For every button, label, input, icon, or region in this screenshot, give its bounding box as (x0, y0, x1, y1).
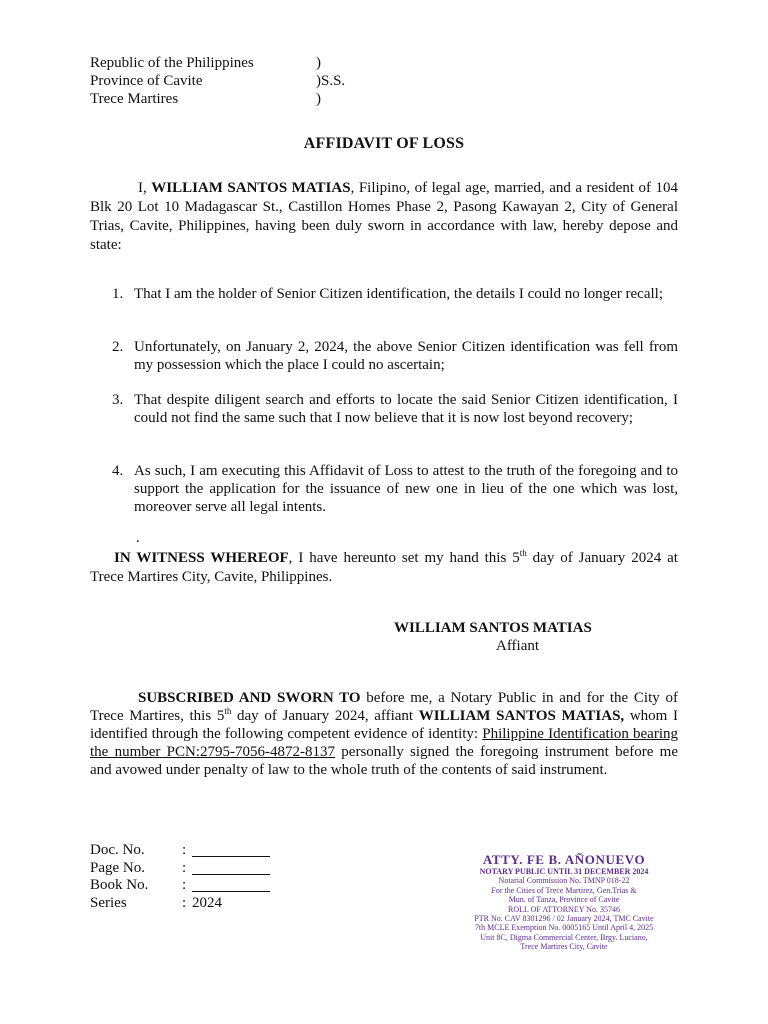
jurat-text: personally signed the foregoing instrument before me and avowed under penalty of law to the whole truth of the contents of said instrument. (90, 744, 679, 778)
notary-commission: Notarial Commission No. TMNP 018-22 (498, 876, 630, 886)
witness-paragraph (90, 549, 678, 587)
item-number: 1. (112, 286, 124, 302)
statement-item (90, 462, 678, 516)
intro-text: , Filipino, of legal age, married, and a resident of 104 Blk 20 Lot 10 Madagascar St., Castillon Homes Phase 2, Pasong Kawayan 2, City of General Trias, Cavite, Philippines, having been duly sworn in accordance with law, hereby depose and state: (90, 180, 678, 253)
doc-colon: : (182, 859, 187, 876)
book-blank-line (192, 877, 270, 892)
venue-ss: )S.S. (316, 73, 346, 89)
venue-bracket: ) (316, 55, 321, 71)
notary-ptr: PTR No. CAV 8301296 / 02 January 2024, TMC Cavite (474, 914, 654, 924)
venue-province: Province of Cavite (90, 73, 203, 89)
statement-item (90, 338, 678, 374)
venue-bracket: ) (316, 91, 321, 107)
notary-validity: NOTARY PUBLIC UNTIL 31 DECEMBER 2024 (479, 867, 649, 876)
witness-text: , I have hereunto set my hand this 5 (288, 550, 520, 566)
venue-block (90, 54, 345, 108)
jurat-text: day of January 2024, affiant (231, 708, 419, 724)
affiant-signature-name: WILLIAM SANTOS MATIAS (394, 620, 592, 636)
series-value: 2024 (192, 894, 222, 911)
doc-row (90, 895, 270, 913)
doc-row (90, 842, 270, 860)
stray-period: . (136, 530, 140, 546)
jurat-paragraph (90, 689, 678, 779)
ordinal-suffix: th (519, 548, 527, 558)
item-text: As such, I am executing this Affidavit of Loss to attest to the truth of the foregoing and to support the application for the issuance of new one in lieu of the one which was lost, moreover serve all legal intents. (134, 463, 678, 515)
doc-row (90, 860, 270, 878)
intro-prefix: I, (138, 180, 152, 196)
jurat-heading: SUBSCRIBED AND SWORN TO (138, 690, 361, 706)
document-register (90, 842, 270, 912)
item-text: That I am the holder of Senior Citizen identification, the details I could no longer recall; (134, 286, 663, 302)
venue-row (90, 72, 345, 90)
statement-item (90, 285, 678, 303)
jurat-text: whom I identified through the following competent evidence of identity: (90, 708, 679, 742)
intro-paragraph (90, 179, 678, 255)
item-number: 4. (112, 463, 124, 479)
affiant-role-label: Affiant (496, 638, 540, 654)
item-text: That despite diligent search and efforts to locate the said Senior Citizen identification, I could not find the same such that I now believe that it is now lost beyond recovery; (134, 392, 678, 426)
jurat-text: before me, a Notary Public in and for the City of Trece Martires, this 5 (90, 690, 678, 724)
item-number: 3. (112, 392, 124, 408)
affiant-name-inline: WILLIAM SANTOS MATIAS (151, 180, 351, 196)
doc-label: Doc. No. (90, 842, 145, 858)
statement-item (90, 391, 678, 427)
witness-heading: IN WITNESS WHEREOF (114, 550, 289, 566)
ordinal-suffix: th (224, 706, 232, 716)
venue-country: Republic of the Philippines (90, 55, 254, 71)
item-number: 2. (112, 339, 124, 355)
notary-name: ATTY. FE B. AÑONUEVO (482, 852, 646, 867)
book-label: Book No. (90, 877, 149, 893)
id-evidence: Philippine Identification bearing the number PCN:2795-7056-4872-8137 (90, 726, 678, 760)
notary-jurisdiction: Mun. of Tanza, Province of Cavite (508, 895, 620, 905)
venue-city: Trece Martires (90, 91, 179, 107)
page-label: Page No. (90, 859, 145, 876)
notary-address: Trece Martires City, Cavite (520, 942, 608, 952)
notary-mcle: 7th MCLE Exemption No. 0005165 Until April 4, 2025 (474, 923, 654, 933)
venue-row (90, 90, 345, 108)
page-blank-line (192, 860, 270, 875)
doc-blank-line (192, 842, 270, 857)
doc-colon: : (182, 842, 187, 858)
series-label: Series (90, 894, 127, 911)
notary-roll: ROLL OF ATTORNEY No. 35746 (508, 904, 620, 914)
doc-colon: : (182, 877, 187, 893)
document-title: AFFIDAVIT OF LOSS (303, 135, 465, 152)
venue-row (90, 54, 345, 72)
item-text: Unfortunately, on January 2, 2024, the above Senior Citizen identification was fell from my possession which the place I could no ascertain; (134, 339, 678, 373)
jurat-affiant-name: WILLIAM SANTOS MATIAS, (418, 708, 625, 724)
notary-jurisdiction: For the Cities of Trece Martirez, Gen.Trias & (491, 885, 637, 895)
doc-colon: : (182, 894, 187, 911)
notary-address: Unit 8C, Digma Commercial Center, Brgy. Luciano, (480, 932, 648, 942)
doc-row (90, 877, 270, 895)
notary-stamp (440, 852, 688, 952)
witness-text: day of January 2024 at Trece Martires City, Cavite, Philippines. (90, 550, 678, 585)
